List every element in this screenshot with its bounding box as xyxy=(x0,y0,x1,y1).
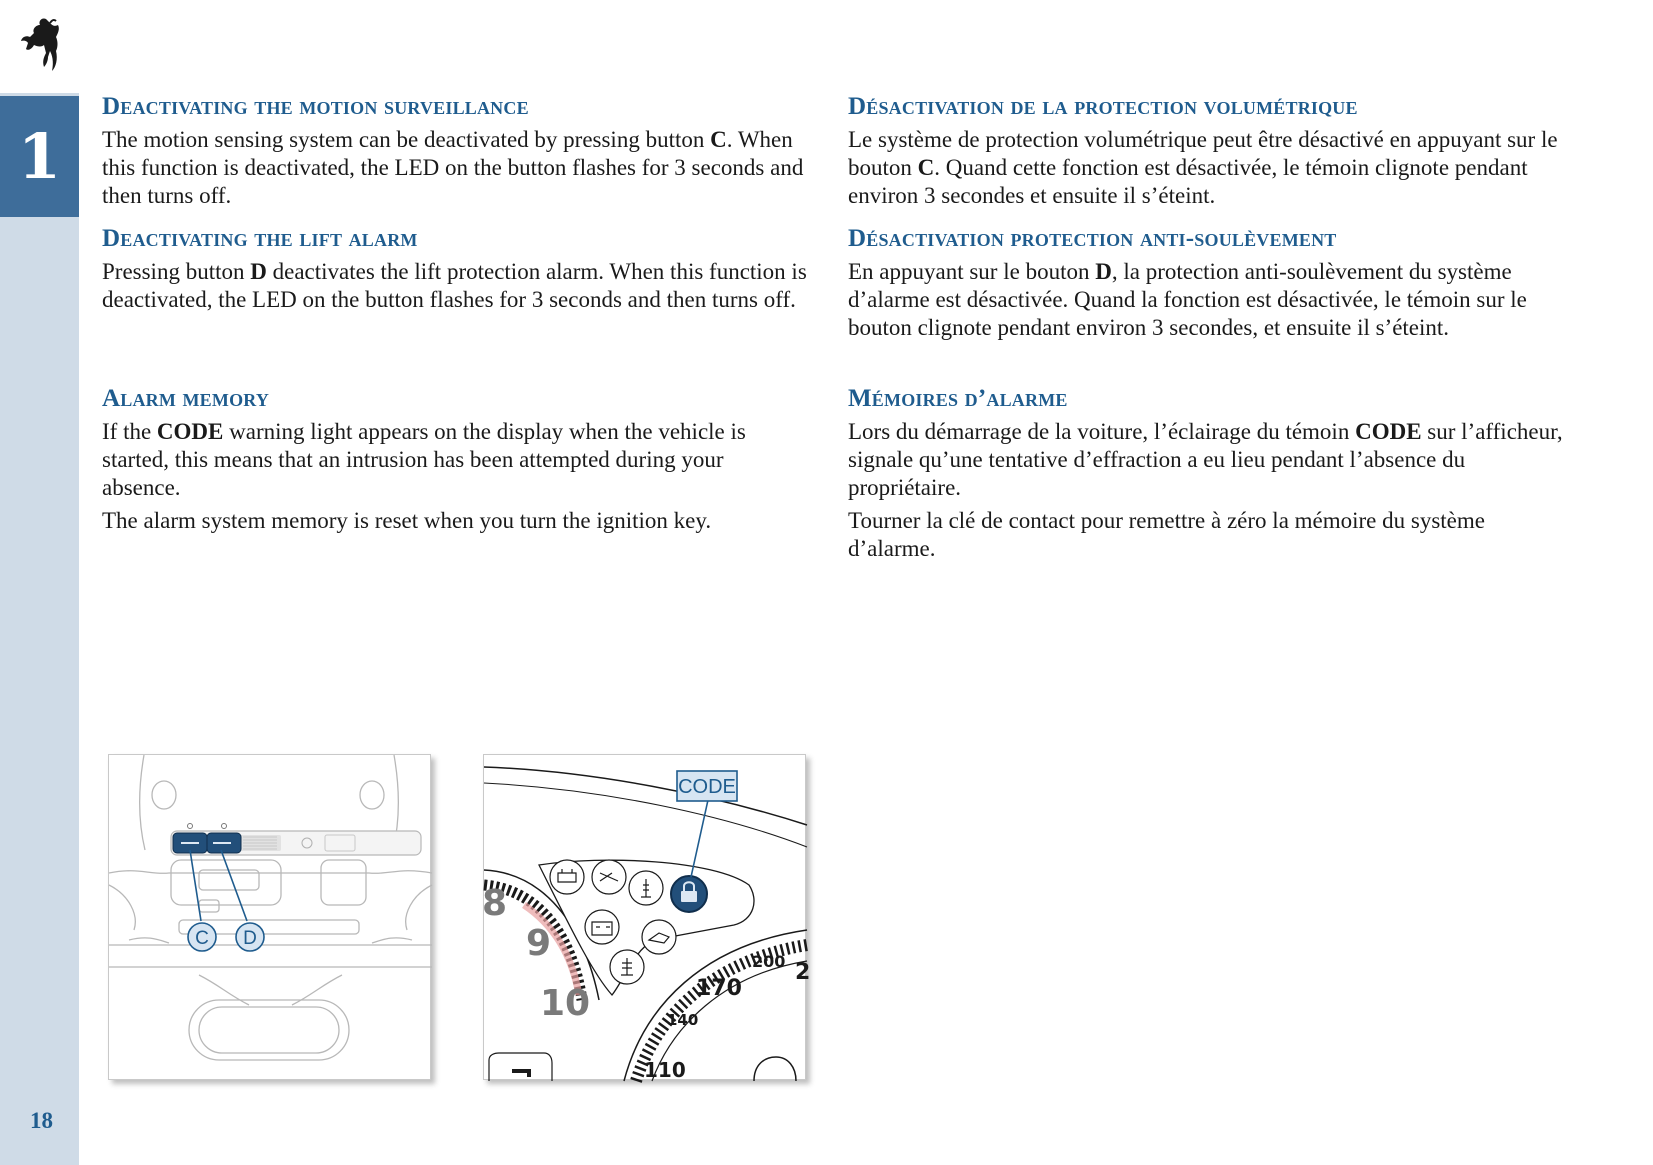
chapter-tab xyxy=(0,96,79,217)
speed-label-170: 170 xyxy=(696,976,742,1001)
en-section-memory xyxy=(102,380,807,535)
code-label: CODE xyxy=(678,776,736,798)
callout-c xyxy=(188,923,216,951)
code-callout xyxy=(677,771,737,801)
section-body: Le système de protection volumétrique peut être désactivé en appuyant sur le bouton C. Quand cette fonction est désactivée, le témoin clignote pendant environ 3 secondes et ensuite il s’éteint. xyxy=(848,127,1558,208)
section-body: En appuyant sur le bouton D, la protection anti-soulèvement du système d’alarme est désactivée. Quand la fonction est désactivée, le témoin sur le bouton clignote pendant environ 3 secondes, et ensuite il s’éteint. xyxy=(848,259,1527,340)
page-number: 18 xyxy=(30,1108,53,1133)
en-section-lift xyxy=(102,220,807,314)
figure-overhead-console xyxy=(108,754,431,1080)
section-title: Désactivation de la protection volumétrique xyxy=(848,93,1358,120)
leader-line-d xyxy=(221,850,247,921)
code-warning-light xyxy=(671,876,707,912)
fr-section-lift xyxy=(848,220,1568,342)
speed-label-140: 140 xyxy=(667,1011,699,1029)
section-title: Alarm memory xyxy=(102,385,270,412)
button-panel xyxy=(171,824,421,856)
section-body-2: The alarm system memory is reset when you turn the ignition key. xyxy=(102,508,712,533)
sidebar xyxy=(0,0,79,1165)
section-title: Désactivation protection anti-soulèvement xyxy=(848,225,1337,252)
code-leader-line xyxy=(691,800,708,877)
tach-label-8: 8 xyxy=(482,883,508,924)
fr-section-motion xyxy=(848,88,1568,210)
speed-label-110: 110 xyxy=(644,1058,686,1082)
callout-d xyxy=(236,923,264,951)
label-d: D xyxy=(243,928,257,949)
section-body: Lors du démarrage de la voiture, l’éclairage du témoin CODE sur l’afficheur, signale qu’une tentative d’effraction a eu lieu pendant l’absence du propriétaire. xyxy=(848,419,1563,500)
fr-section-memory xyxy=(848,380,1568,563)
section-body: Pressing button D deactivates the lift protection alarm. When this function is deactivated, the LED on the button flashes for 3 seconds and then turns off. xyxy=(102,259,807,312)
prancing-horse-logo xyxy=(16,15,64,79)
section-title: Deactivating the lift alarm xyxy=(102,225,418,252)
tach-label-10: 10 xyxy=(540,983,591,1024)
figure-instrument-cluster xyxy=(482,754,811,1082)
section-body-2: Tourner la clé de contact pour remettre à zéro la mémoire du système d’alarme. xyxy=(848,508,1485,561)
speed-label-partial: 2 xyxy=(795,960,811,985)
section-title: Deactivating the motion surveillance xyxy=(102,93,529,120)
label-c: C xyxy=(195,928,209,949)
section-title: Mémoires d’alarme xyxy=(848,385,1068,412)
speed-label-200: 200 xyxy=(752,952,786,971)
tach-label-9: 9 xyxy=(526,923,552,964)
en-section-motion xyxy=(102,88,807,210)
chapter-number: 1 xyxy=(17,120,62,193)
section-body: The motion sensing system can be deactivated by pressing button C. When this function is deactivated, the LED on the button flashes for 3 seconds and then turns off. xyxy=(102,127,804,208)
logo-area xyxy=(0,0,79,93)
section-body: If the CODE warning light appears on the display when the vehicle is started, this means that an intrusion has been attempted during your absence. xyxy=(102,419,746,500)
